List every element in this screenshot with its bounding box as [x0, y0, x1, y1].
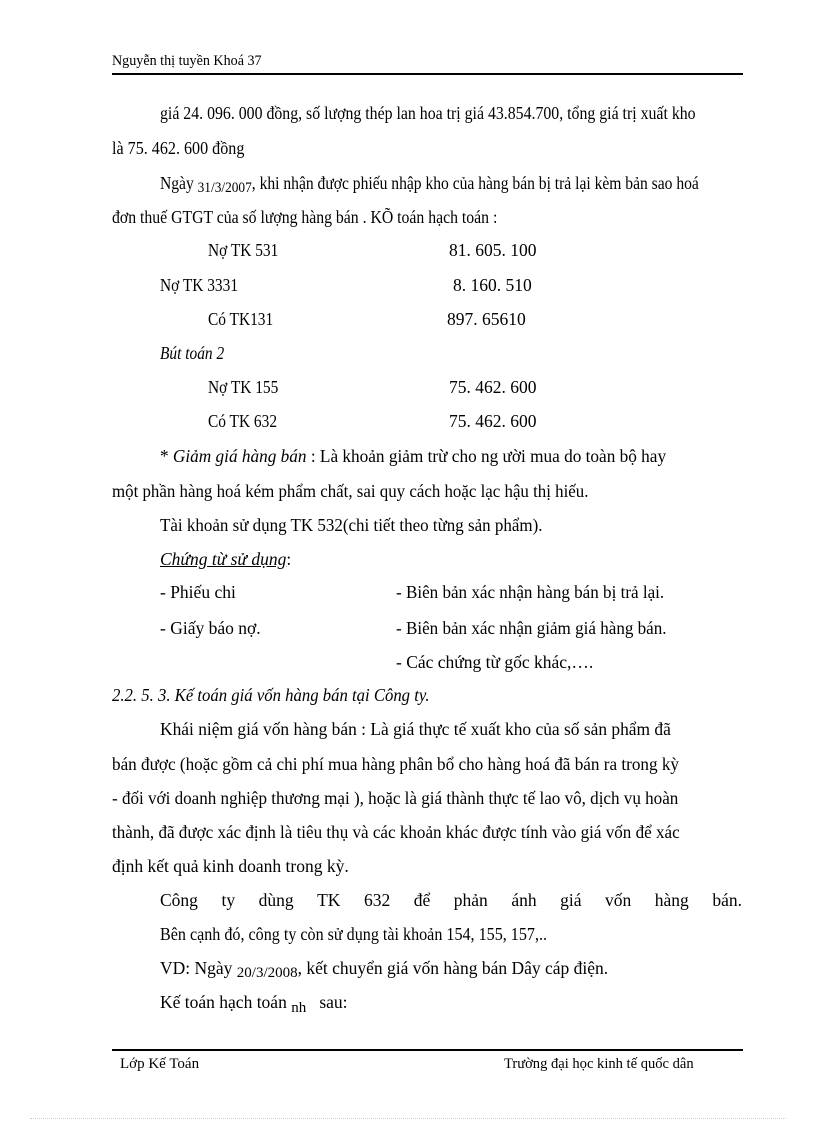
cong-ty-line — [160, 892, 742, 910]
entry-account: Có TK 632 — [208, 411, 278, 431]
giam-gia-line-2: một phần hàng hoá kém phẩm chất, sai quy cách hoặc lạc hậu thị hiếu. — [112, 481, 589, 501]
header-rule — [112, 73, 743, 75]
doc-item: - Giấy báo nợ. — [160, 618, 261, 638]
word: ty — [221, 890, 236, 910]
ke-toan-text: Kế toán hạch toán — [160, 992, 287, 1012]
para-line-3-end: , khi nhận được phiếu nhập kho của hàng bán bị trả lại kèm bản sao hoá — [251, 173, 699, 193]
date-text: 20/3/2008 — [236, 965, 298, 981]
word: để — [413, 890, 431, 910]
vd-line-start: VD: Ngày — [160, 958, 237, 978]
word: phản — [453, 890, 488, 910]
entry-amount: 75. 462. 600 — [449, 377, 537, 397]
vd-line — [160, 958, 609, 981]
chung-tu-heading — [160, 551, 291, 569]
chung-tu-colon: : — [286, 549, 292, 569]
section-heading: 2.2. 5. 3. Kế toán giá vốn hàng bán tại Công ty. — [112, 685, 430, 705]
word: dùng — [258, 890, 294, 910]
giam-gia-star: * — [160, 446, 173, 466]
word: vốn — [605, 890, 632, 910]
entry-account: Nợ TK 3331 — [160, 275, 239, 295]
header-text: Nguyễn thị tuyền Khoá 37 — [112, 53, 262, 69]
khai-niem-line-1: Khái niệm giá vốn hàng bán : Là giá thực tế xuất kho của số sản phẩm đã — [160, 719, 671, 739]
entry-amount: 75. 462. 600 — [449, 411, 537, 431]
khai-niem-line-3: - đối với doanh nghiệp thương mại ), hoặc là giá thành thực tế lao vô, dịch vụ hoàn — [112, 788, 679, 808]
para-line-2: là 75. 462. 600 đồng — [112, 138, 245, 158]
entry-amount: 897. 65610 — [447, 309, 526, 329]
cong-ty-line-2: Bên cạnh đó, công ty còn sử dụng tài khoản 154, 155, 157,.. — [160, 924, 548, 944]
entry-amount: 8. 160. 510 — [453, 275, 532, 295]
ke-toan-line — [160, 992, 348, 1016]
para-line-3-start: Ngày — [160, 173, 198, 193]
entry-amount: 81. 605. 100 — [449, 240, 537, 260]
para-line-4: đơn thuế GTGT của số lượng hàng bán . KÕ toán hạch toán : — [112, 207, 498, 227]
ke-toan-fragment: nh — [291, 1000, 307, 1016]
khai-niem-line-4: thành, đã được xác định là tiêu thụ và các khoản khác được tính vào giá vốn để xác — [112, 822, 680, 842]
word: 632 — [363, 890, 391, 910]
date-text: 31/3/2007 — [197, 180, 252, 196]
vd-line-end: , kết chuyển giá vốn hàng bán Dây cáp điện. — [297, 958, 609, 978]
para-line-1: giá 24. 096. 000 đồng, số lượng thép lan hoa trị giá 43.854.700, tổng giá trị xuất kho — [160, 103, 696, 123]
giam-gia-definition: : Là khoản giảm trừ cho ng ười mua do toàn bộ hay — [306, 446, 667, 466]
word: giá — [560, 890, 582, 910]
word: Công — [160, 890, 198, 910]
ke-toan-end: sau: — [319, 992, 348, 1012]
word: bán. — [712, 890, 742, 910]
khai-niem-line-5: định kết quả kinh doanh trong kỳ. — [112, 856, 349, 876]
para-line-3 — [160, 173, 765, 196]
word: hàng — [654, 890, 689, 910]
doc-item: - Các chứng từ gốc khác,…. — [396, 652, 594, 672]
footer-rule — [112, 1049, 743, 1051]
tk532-line: Tài khoản sử dụng TK 532(chi tiết theo từng sản phẩm). — [160, 515, 543, 535]
doc-item: - Phiếu chi — [160, 582, 236, 602]
doc-item: - Biên bản xác nhận hàng bán bị trả lại. — [396, 582, 665, 602]
giam-gia-line-1 — [160, 448, 674, 466]
entry-account: Có TK131 — [208, 309, 274, 329]
word: TK — [317, 890, 341, 910]
but-toan-label: Bút toán 2 — [160, 343, 225, 363]
khai-niem-line-2: bán được (hoặc gồm cả chi phí mua hàng phân bổ cho hàng hoá đã bán ra trong kỳ — [112, 754, 679, 774]
footer-right: Trường đại học kinh tế quốc dân — [504, 1056, 694, 1072]
word: ánh — [511, 890, 537, 910]
footer-left: Lớp Kế Toán — [120, 1056, 200, 1072]
chung-tu-label: Chứng từ sử dụng — [160, 549, 287, 569]
doc-item: - Biên bản xác nhận giảm giá hàng bán. — [396, 618, 667, 638]
entry-account: Nợ TK 155 — [208, 377, 279, 397]
entry-account: Nợ TK 531 — [208, 240, 279, 260]
giam-gia-term: Giảm giá hàng bán — [172, 446, 307, 466]
page-edge-divider — [30, 1118, 786, 1119]
